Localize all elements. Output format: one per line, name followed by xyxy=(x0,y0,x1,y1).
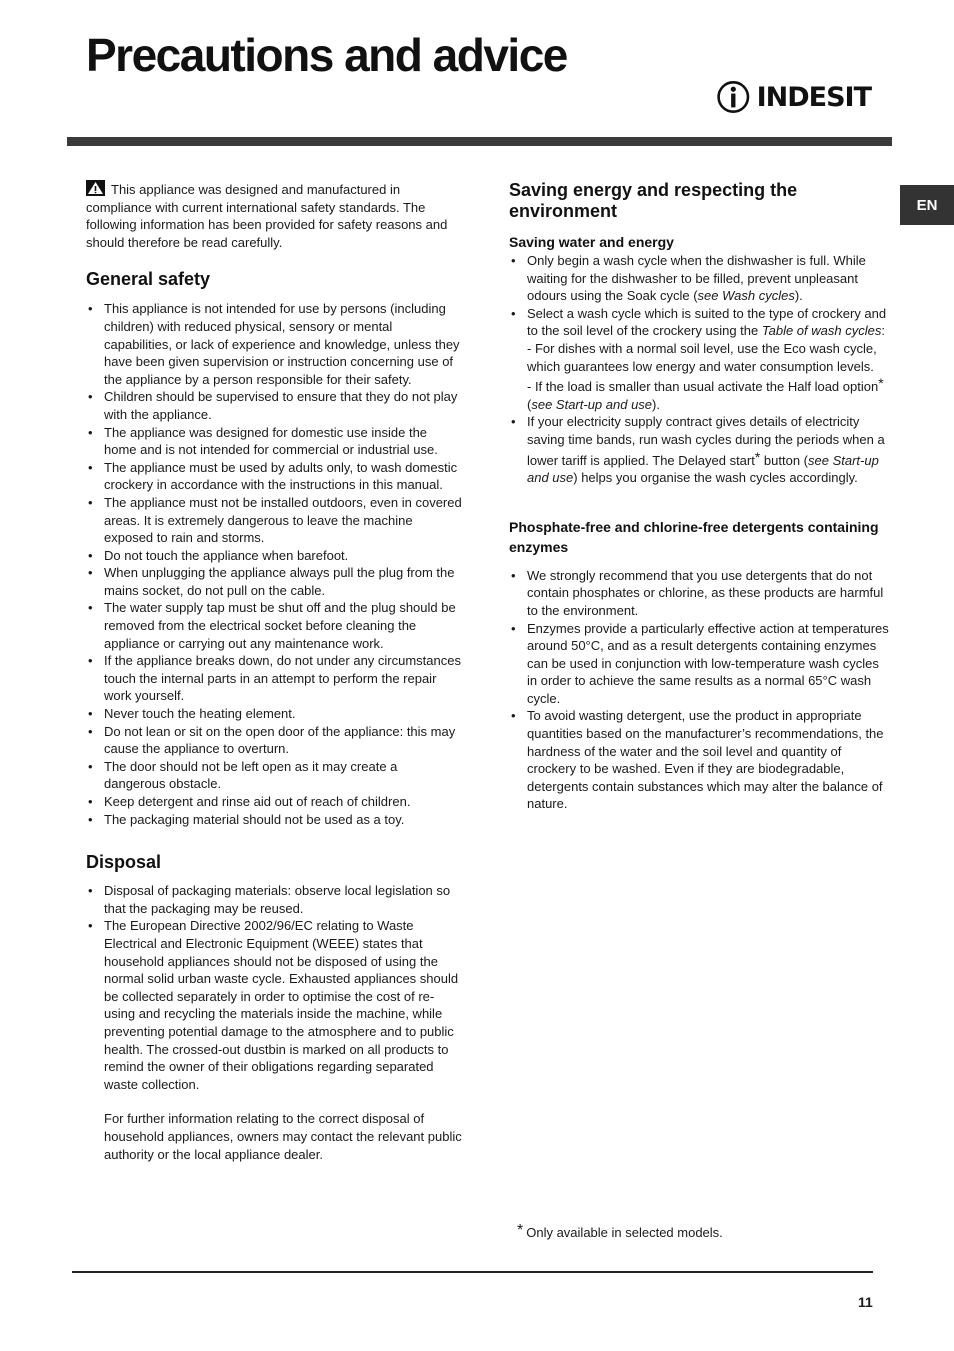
list-item: • Disposal of packaging materials: observe local legislation so that the packaging may be reused. xyxy=(86,882,462,917)
saving-list xyxy=(509,252,889,487)
list-item: • To avoid wasting detergent, use the product in appropriate quantities based on the manufacturer’s recommendations, the hardness of the water and the soil level and quantity of crockery to be washed. Even if they are biodegradable, detergents contain substances which may alter the balance of nature. xyxy=(509,707,889,813)
list-item: • The door should not be left open as it may create a dangerous obstacle. xyxy=(86,758,462,793)
list-item: • Do not touch the appliance when barefoot. xyxy=(86,547,462,565)
footnote xyxy=(517,1222,723,1240)
language-tab: EN xyxy=(900,185,954,225)
list-item: • The water supply tap must be shut off and the plug should be removed from the electrical socket before cleaning the appliance or carrying out any maintenance work. xyxy=(86,599,462,652)
right-column xyxy=(509,180,889,813)
list-item: • If the appliance breaks down, do not under any circumstances touch the internal parts in an attempt to perform the repair work yourself. xyxy=(86,652,462,705)
sub-item: - If the load is smaller than usual activate the Half load option* (see Start-up and use). xyxy=(527,375,884,412)
list-item: • The appliance must not be installed outdoors, even in covered areas. It is extremely dangerous to leave the machine exposed to rain and storms. xyxy=(86,494,462,547)
list-item: • The appliance must be used by adults only, to wash domestic crockery in accordance with the instructions in this manual. xyxy=(86,459,462,494)
sub-item: - For dishes with a normal soil level, use the Eco wash cycle, which guarantees low energy and water consumption levels. xyxy=(527,340,877,374)
footnote-text: Only available in selected models. xyxy=(526,1225,723,1240)
page-number: 11 xyxy=(858,1294,873,1310)
list-item: • Do not lean or sit on the open door of the appliance: this may cause the appliance to overturn. xyxy=(86,723,462,758)
footer-divider xyxy=(72,1271,873,1273)
list-item: • This appliance is not intended for use by persons (including children) with reduced physical, sensory or mental capabilities, or lack of experience and knowledge, unless they have been given supervision or instruction concerning use of the appliance by a person responsible for their safety. xyxy=(86,300,462,388)
list-item: • The packaging material should not be used as a toy. xyxy=(86,811,462,829)
list-item: • The appliance was designed for domestic use inside the home and is not intended for commercial or industrial use. xyxy=(86,424,462,459)
saving-heading: Saving energy and respecting the environment xyxy=(509,180,798,221)
list-item: • Never touch the heating element. xyxy=(86,705,462,723)
header-divider xyxy=(67,137,892,146)
list-item: • When unplugging the appliance always pull the plug from the mains socket, do not pull on the cable. xyxy=(86,564,462,599)
list-item: • If your electricity supply contract gives details of electricity saving time bands, run wash cycles during the periods when a lower tariff is applied. The Delayed start* button (see Start-up and use) helps you organise the wash cycles accordingly. xyxy=(509,413,889,486)
detergents-list xyxy=(509,567,889,813)
list-item: • We strongly recommend that you use detergents that do not contain phosphates or chlorine, as these products are harmful to the environment. xyxy=(509,567,889,620)
list-item xyxy=(86,917,462,1163)
list-item-text: • The European Directive 2002/96/EC relating to Waste Electrical and Electronic Equipment (WEEE) states that household appliances should not be disposed of using the normal solid urban waste cycle. Exhausted appliances should be collected separately in order to optimise the cost of re-using and recycling the materials inside the machine, while preventing potential damage to the atmosphere and to public health. The crossed-out dustbin is marked on all products to remind the owner of their obligations regarding separated waste collection. xyxy=(104,918,459,1092)
indesit-logo-icon xyxy=(716,77,751,117)
list-item: • Select a wash cycle which is suited to the type of crockery and to the soil level of the crockery using the Table of wash cycles: - For dishes with a normal soil level, use the Eco wash cycle, which guarantees low energy and water consumption levels. - If the load is smaller than usual activate the Half load option* (see Start-up and use). xyxy=(509,305,889,414)
intro-text: This appliance was designed and manufactured in compliance with current international safety standards. The following information has been provided for safety reasons and should therefore be read carefully. xyxy=(86,182,448,250)
warning-triangle-icon xyxy=(86,180,105,196)
brand-logo xyxy=(716,76,871,118)
disposal-list xyxy=(86,882,462,1163)
general-safety-list xyxy=(86,300,462,828)
detergents-heading: Phosphate-free and chlorine-free detergents containing enzymes xyxy=(509,518,879,555)
further-info-text: For further information relating to the correct disposal of household appliances, owners may contact the relevant public authority or the local appliance dealer. xyxy=(104,1111,462,1162)
saving-water-heading: Saving water and energy xyxy=(509,234,674,250)
footnote-star: * xyxy=(517,1222,524,1239)
page-title: Precautions and advice xyxy=(86,29,567,81)
list-item: • Keep detergent and rinse aid out of reach of children. xyxy=(86,793,462,811)
disposal-heading: Disposal xyxy=(86,852,162,873)
general-safety-heading: General safety xyxy=(86,269,211,290)
brand-name: INDESIT xyxy=(756,81,871,113)
intro-paragraph xyxy=(86,180,462,251)
list-item: • Children should be supervised to ensure that they do not play with the appliance. xyxy=(86,388,462,423)
list-item: • Only begin a wash cycle when the dishwasher is full. While waiting for the dishwasher to be filled, prevent unpleasant odours using the Soak cycle (see Wash cycles). xyxy=(509,252,889,305)
list-item: • Enzymes provide a particularly effective action at temperatures around 50°C, and as a result detergents containing enzymes can be used in conjunction with low-temperature wash cycles in order to achieve the same results as a normal 65°C wash cycle. xyxy=(509,620,889,708)
left-column xyxy=(86,180,462,1163)
